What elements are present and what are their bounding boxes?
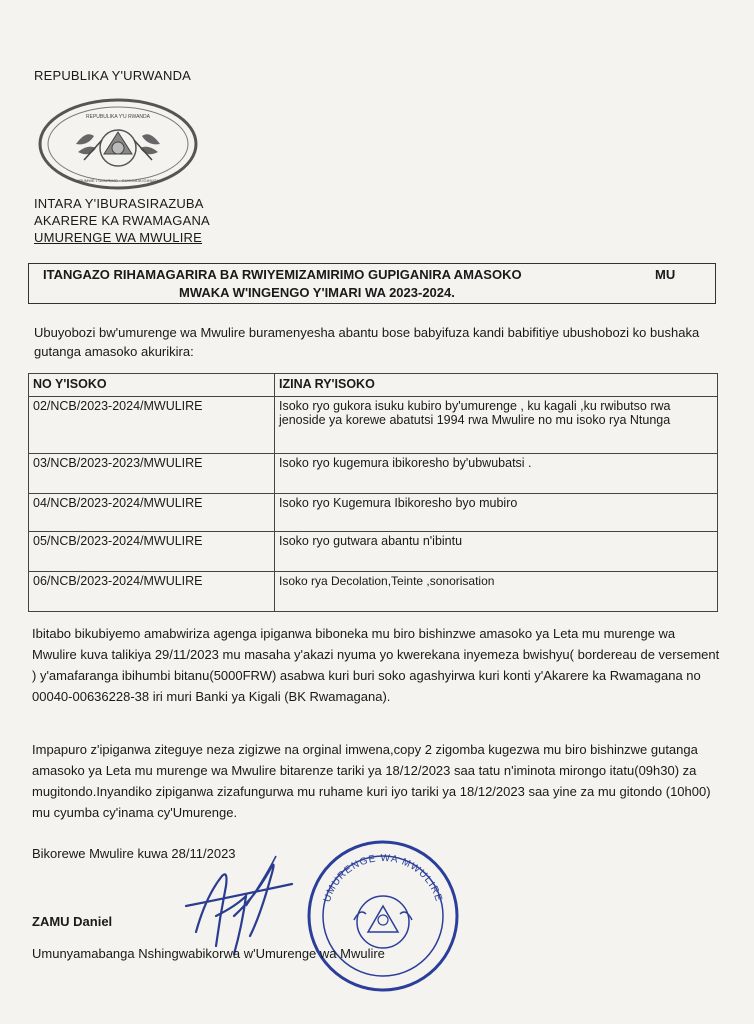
signatory-name: ZAMU Daniel [32, 914, 113, 929]
national-emblem-logo [36, 96, 200, 196]
documents-paragraph: Ibitabo bikubiyemo amabwiriza agenga ipiganwa biboneka mu biro bishinzwe amasoko ya Leta mu murenge wa Mwulire kuva talikiya 29/11/2023 mu masaha y'akazi nyuma yo kwerekana inyemeza bwishyu( bordereau de versement ) y'amafaranga ibihumbi bitanu(5000FRW) asabwa kuri buri soko agashyirwa kuri konti y'Akarere ka Rwamagana no 00040-00636228-38 iri muri Banki ya Kigali (BK Rwamagana). [32, 626, 720, 704]
column-header-tender-no: NO Y'ISOKO [29, 374, 275, 397]
republic-heading: REPUBLIKA Y'URWANDA [34, 68, 192, 83]
table-row [29, 572, 718, 612]
tender-number-cell: 05/NCB/2023-2024/MWULIRE [29, 532, 275, 572]
column-header-tender-name: IZINA RY'ISOKO [275, 374, 718, 397]
tender-number-cell: 03/NCB/2023-2023/MWULIRE [29, 454, 275, 494]
table-row [29, 494, 718, 532]
signatory-title: Umunyamabanga Nshingwabikorwa w'Umurenge wa Mwulire [32, 946, 385, 961]
table-row [29, 532, 718, 572]
official-stamp [298, 836, 468, 996]
tender-name-cell: Isoko ryo Kugemura Ibikoresho byo mubiro [275, 494, 718, 532]
intro-paragraph: Ubuyobozi bw'umurenge wa Mwulire buramenyesha abantu bose babyifuza kandi babifitiye ubushobozi ko bushaka gutanga amasoko akurikira: [34, 325, 700, 359]
sector-heading: UMURENGE WA MWULIRE [34, 230, 202, 245]
submission-paragraph: Impapuro z'ipiganwa ziteguye neza zigizwe na orginal imwena,copy 2 zigomba kugezwa mu biro bishinzwe gutanga amasoko ya Leta mu murenge wa Mwulire bitarenze tariki ya 18/12/2023 saa tatu n'iminota mirongo itatu(09h30) za mugitondo.Inyandiko zipiganwa zizafungurwa mu ruhame kuri iyo tariki ya 18/12/2023 saa yine za mu gitondo (10h00) mu cyumba cy'inama cy'Umurenge. [32, 742, 711, 820]
tender-number-cell: 02/NCB/2023-2024/MWULIRE [29, 397, 275, 454]
table-row [29, 454, 718, 494]
svg-text:REPUBULIKA Y'U RWANDA: REPUBULIKA Y'U RWANDA [86, 114, 150, 120]
province-heading: INTARA Y'IBURASIRAZUBA [34, 196, 204, 211]
district-heading: AKARERE KA RWAMAGANA [34, 213, 210, 228]
tender-name-cell: Isoko ryo gukora isuku kubiro by'umurenge , ku kagali ,ku rwibutso rwa jenoside ya korewe abatutsi 1994 rwa Mwulire no mu isoko rya Ntunga [275, 397, 718, 454]
table-row [29, 397, 718, 454]
signoff-date-line: Bikorewe Mwulire kuwa 28/11/2023 [32, 846, 236, 861]
tender-number-cell: 06/NCB/2023-2024/MWULIRE [29, 572, 275, 612]
svg-text:UMURENGE WA MWULIRE: UMURENGE WA MWULIRE [321, 852, 445, 904]
tender-number-cell: 04/NCB/2023-2024/MWULIRE [29, 494, 275, 532]
notice-title-line1: ITANGAZO RIHAMAGARIRA BA RWIYEMIZAMIRIMO GUPIGANIRA AMASOKO [43, 267, 522, 282]
notice-title-line2: MWAKA W'INGENGO Y'IMARI WA 2023-2024. [179, 285, 455, 300]
tender-table [28, 373, 718, 612]
notice-title-line1-end: MU [655, 267, 676, 282]
tender-name-cell: Isoko ryo gutwara abantu n'ibintu [275, 532, 718, 572]
tender-name-cell: Isoko ryo kugemura ibikoresho by'ubwubatsi . [275, 454, 718, 494]
svg-text:UBUMWE • UMURIMO • GUKUNDA IGI: UBUMWE • UMURIMO • GUKUNDA IGIHUGU [76, 178, 160, 183]
notice-title-box [28, 263, 716, 304]
tender-name-cell: Isoko rya Decolation,Teinte ,sonorisation [275, 572, 718, 612]
table-header-row [29, 374, 718, 397]
